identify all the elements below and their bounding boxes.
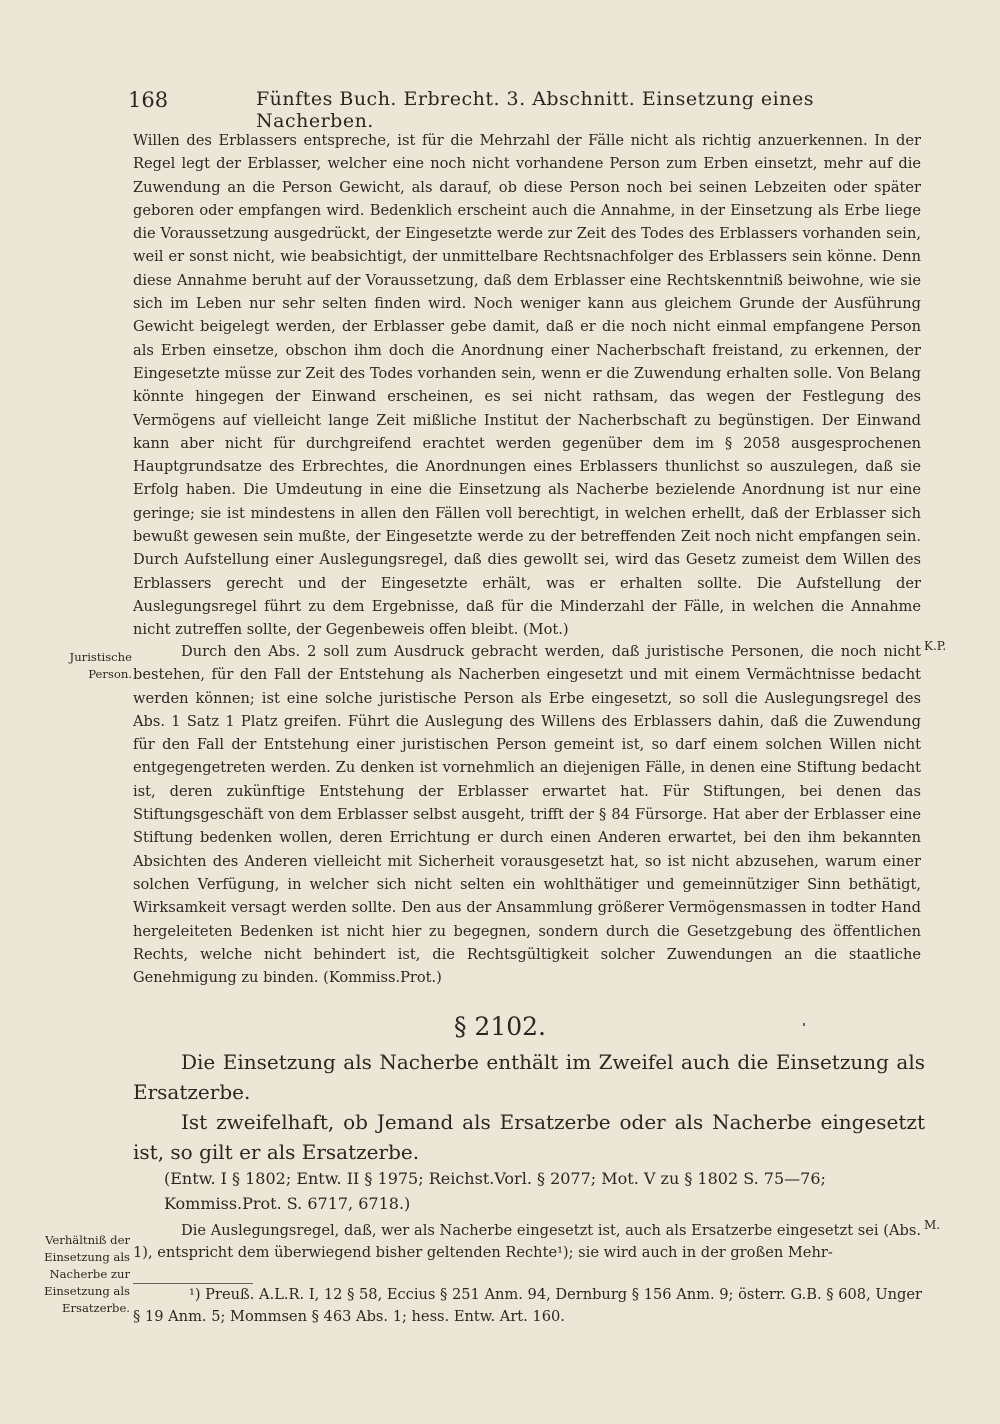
section-number: § 2102. bbox=[453, 1012, 547, 1041]
margin-note-line: Ersatzerbe. bbox=[61, 1301, 130, 1315]
margin-note-line: Einsetzung als bbox=[44, 1284, 130, 1298]
footnote-text: ¹) Preuß. A.L.R. I, 12 § 58, Eccius § 251 Anm. 94, Dernburg § 156 Anm. 9; österr. G.B. § 608, Unger § 19 Anm. 5; Mommsen § 463 Abs. 1; hess. Entw. Art. 160. bbox=[133, 1286, 923, 1325]
margin-note-line: Juristische bbox=[69, 650, 132, 664]
margin-note-line: Einsetzung als bbox=[44, 1250, 130, 1264]
statute-references: (Entw. I § 1802; Entw. II § 1975; Reichst.Vorl. § 2077; Mot. V zu § 1802 S. 75—76; Kommiss.Prot. S. 6717, 6718.) bbox=[164, 1169, 826, 1213]
margin-note-juristische-person bbox=[40, 649, 132, 683]
commentary-block-1 bbox=[133, 129, 921, 642]
source-marker-m: M. bbox=[924, 1218, 941, 1232]
margin-note-line: Nacherbe zur bbox=[49, 1267, 130, 1281]
commentary-paragraph: Willen des Erblassers entspreche, ist für die Mehrzahl der Fälle nicht als richtig anzuerkennen. In der Regel legt der Erblasser, welcher eine noch nicht vorhandene Person zum Erben einsetzt, mehr auf die Zuwendung an die Person Gewicht, als darauf, ob diese Person noch bei seinen Lebzeiten oder später geboren oder empfangen wird. Bedenklich erscheint auch die Annahme, in der Einsetzung als Erbe liege die Voraussetzung ausgedrückt, der Eingesetzte werde zur Zeit des Todes des Erblassers vorhanden sein, weil er sonst nicht, wie beabsichtigt, der unmittelbare Rechtsnachfolger des Erblassers sein könne. Denn diese Annahme beruht auf der Voraussetzung, daß dem Erblasser eine Rechtskenntniß beiwohne, wie sie sich im Leben nur sehr selten finden wird. Noch weniger kann aus gleichem Grunde der Ausführung Gewicht beigelegt werden, der Erblasser gebe damit, daß er die noch nicht einmal empfangene Person als Erben einsetze, obschon ihm doch die Anordnung einer Nacherbschaft freistand, zu erkennen, der Eingesetzte müsse zur Zeit des Todes vorhanden sein, wenn er die Zuwendung erhalten solle. Von Belang könnte hingegen der Einwand erscheinen, es sei nicht rathsam, das wegen der Festlegung des Vermögens auf vielleicht lange Zeit mißliche Institut der Nacherbschaft zu begünstigen. Der Einwand kann aber nicht für durchgreifend erachtet werden gegenüber dem im § 2058 ausgesprochenen Hauptgrundsatze des Erbrechtes, die Anordnungen eines Erblassers thunlichst so auszulegen, daß sie Erfolg haben. Die Umdeutung in eine die Einsetzung als Nacherbe bezielende Anordnung ist nur eine geringe; sie ist mindestens in allen den Fällen voll berechtigt, in welchen erhellt, daß der Erblasser sich bewußt gewesen sein mußte, der Eingesetzte werde zu der betreffenden Zeit noch nicht empfangen sein. Durch Aufstellung einer Auslegungsregel, daß dies gewollt sei, wird das Gesetz zumeist dem Willen des Erblassers gerecht und der Eingesetzte erhält, was er erhalten sollte. Die Aufstellung der Auslegungsregel führt zu dem Ergebnisse, daß für die Minderzahl der Fälle, in welchen die Annahme nicht zutreffen sollte, der Gegenbeweis offen bleibt. (Mot.) bbox=[133, 132, 921, 639]
statute-sentence-1: Die Einsetzung als Nacherbe enthält im Zweifel auch die Einsetzung als Ersatzerbe. bbox=[133, 1050, 925, 1104]
margin-note-line: Person. bbox=[88, 667, 132, 681]
running-title: Fünftes Buch. Erbrecht. 3. Abschnitt. Einsetzung eines Nacherben. bbox=[256, 88, 814, 132]
margin-note-line: Verhältniß der bbox=[45, 1233, 130, 1247]
footnote bbox=[133, 1284, 923, 1328]
commentary-paragraph: Durch den Abs. 2 soll zum Ausdruck gebracht werden, daß juristische Personen, die noch nicht bestehen, für den Fall der Entstehung als Nacherben eingesetzt und mit einem Vermächtnisse bedacht werden können; ist eine solche juristische Person als Erbe eingesetzt, so soll die Auslegungsregel des Abs. 1 Satz 1 Platz greifen. Führt die Auslegung des Willens des Erblassers dahin, daß die Zuwendung für den Fall der Entstehung einer juristischen Person gemeint ist, so darf einem solchen Willen nicht entgegengetreten werden. Zu denken ist vornehmlich an diejenigen Fälle, in denen eine Stiftung bedacht ist, deren zukünftige Entstehung der Erblasser erwartet hat. Für Stiftungen, bei denen das Stiftungsgeschäft von dem Erblasser selbst ausgeht, trifft der § 84 Fürsorge. Hat aber der Erblasser eine Stiftung bedenken wollen, deren Errichtung er durch einen Anderen erwartet, bei den ihm bekannten Absichten des Anderen vielleicht mit Sicherheit vorausgesetzt hat, so ist nicht abzusehen, warum einer solchen Verfügung, in welcher sich nicht selten ein wohlthätiger und gemeinnütziger Sinn bethätigt, Wirksamkeit versagt werden sollte. Den aus der Ansammlung größerer Vermögensmassen in todter Hand hergeleiteten Bedenken ist nicht hier zu begegnen, sondern durch die Gesetzgebung des öffentlichen Rechts, welche nicht behindert ist, die Rechtsgültigkeit solcher Zuwendungen an die staatliche Genehmigung zu binden. (Kommiss.Prot.) bbox=[133, 643, 921, 987]
commentary-block-3 bbox=[133, 1220, 921, 1264]
commentary-paragraph: Die Auslegungsregel, daß, wer als Nacherbe eingesetzt ist, auch als Ersatzerbe eingesetzt sei (Abs. 1), entspricht dem überwiegend bisher geltenden Rechte¹); sie wird auch in der großen Mehr- bbox=[133, 1222, 921, 1261]
margin-note-verhaeltniss bbox=[40, 1232, 130, 1317]
page-number: 168 bbox=[128, 88, 169, 112]
commentary-block-2 bbox=[133, 640, 921, 989]
statute-sentence-2: Ist zweifelhaft, ob Jemand als Ersatzerbe oder als Nacherbe eingesetzt ist, so gilt er als Ersatzerbe. bbox=[133, 1110, 925, 1164]
page-header bbox=[128, 88, 928, 132]
source-marker-kp: K.P. bbox=[924, 639, 947, 653]
statute-text bbox=[133, 1047, 925, 1167]
